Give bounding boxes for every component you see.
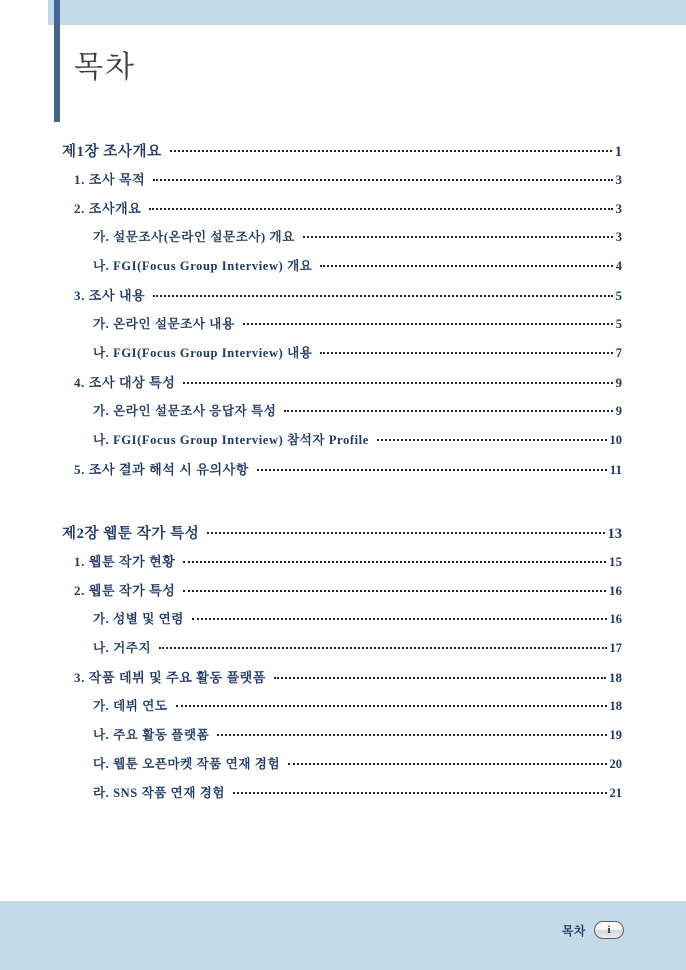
toc-entry-label: 나. FGI(Focus Group Interview) 내용: [93, 346, 313, 360]
toc-entry-page-number: 19: [609, 728, 622, 742]
toc-entry-label: 가. 온라인 설문조사 응답자 특성: [93, 404, 277, 418]
toc-entry-chapter[interactable]: [0, 140, 686, 169]
toc-group: [0, 522, 686, 812]
toc-entry-page-number: 7: [615, 346, 622, 360]
page-number-badge: i: [594, 921, 624, 939]
toc-entry-section[interactable]: [0, 551, 686, 580]
toc-entry-label: 3. 조사 내용: [74, 288, 146, 303]
toc-entry-label: 2. 조사개요: [74, 201, 142, 216]
toc-entry-page-number: 20: [609, 757, 622, 771]
toc-entry-section[interactable]: [0, 667, 686, 696]
toc-leader-dots: [233, 791, 606, 794]
toc-leader-dots: [217, 733, 606, 736]
toc-leader-dots: [243, 322, 613, 325]
toc-leader-dots: [159, 646, 606, 649]
toc-entry-page-number: 16: [609, 612, 622, 626]
toc-entry-page-number: 3: [615, 201, 622, 216]
toc-entry-label: 제2장 웹툰 작가 특성: [62, 526, 200, 542]
toc-entry-label: 3. 작품 데뷔 및 주요 활동 플랫폼: [74, 670, 266, 685]
toc-entry-label: 나. FGI(Focus Group Interview) 참석자 Profile: [93, 433, 369, 447]
toc-entry-label: 가. 데뷔 연도: [93, 699, 168, 713]
top-decorative-band: [0, 0, 686, 25]
toc-entry-label: 5. 조사 결과 해석 시 유의사항: [74, 462, 249, 477]
toc-entry-label: 1. 웹툰 작가 현황: [74, 554, 176, 569]
toc-entry-sub[interactable]: [0, 609, 686, 638]
toc-entry-page-number: 16: [609, 583, 622, 598]
toc-entry-section[interactable]: [0, 198, 686, 227]
toc-entry-chapter[interactable]: [0, 522, 686, 551]
toc-entry-label: 나. 주요 활동 플랫폼: [93, 728, 210, 742]
toc-entry-sub[interactable]: [0, 401, 686, 430]
toc-entry-section[interactable]: [0, 580, 686, 609]
toc-entry-page-number: 3: [615, 172, 622, 187]
footer-label: 목차: [561, 923, 586, 938]
toc-entry-label: 가. 설문조사(온라인 설문조사) 개요: [93, 230, 295, 244]
toc-leader-dots: [303, 235, 613, 238]
toc-entry-label: 제1장 조사개요: [62, 144, 162, 160]
toc-entry-label: 가. 온라인 설문조사 내용: [93, 317, 235, 331]
toc-leader-dots: [288, 762, 606, 765]
toc-entry-sub[interactable]: [0, 430, 686, 459]
toc-entry-section[interactable]: [0, 169, 686, 198]
toc-entry-sub[interactable]: [0, 696, 686, 725]
toc-entry-label: 4. 조사 대상 특성: [74, 375, 176, 390]
toc-leader-dots: [183, 560, 606, 563]
toc-leader-dots: [170, 149, 612, 152]
toc-entry-label: 다. 웹툰 오픈마켓 작품 연재 경험: [93, 757, 281, 771]
toc-leader-dots: [320, 351, 612, 354]
toc-entry-page-number: 3: [615, 230, 622, 244]
toc-entry-label: 나. 거주지: [93, 641, 152, 655]
toc-entry-sub[interactable]: [0, 725, 686, 754]
toc-entry-page-number: 15: [609, 554, 622, 569]
toc-entry-section[interactable]: [0, 459, 686, 488]
toc-entry-page-number: 10: [609, 433, 622, 447]
toc-entry-page-number: 1: [614, 144, 622, 160]
toc-entry-page-number: 18: [609, 670, 622, 685]
toc-group: [0, 140, 686, 488]
title-accent-rule: [54, 0, 60, 122]
toc-entry-sub[interactable]: [0, 754, 686, 783]
toc-entry-page-number: 13: [607, 526, 622, 542]
toc-leader-dots: [176, 704, 607, 707]
toc-entry-label: 라. SNS 작품 연재 경험: [93, 786, 226, 800]
toc-leader-dots: [207, 531, 604, 534]
top-band-left-notch: [0, 0, 48, 25]
toc-entry-sub[interactable]: [0, 343, 686, 372]
toc-entry-sub[interactable]: [0, 314, 686, 343]
toc-entry-page-number: 9: [615, 375, 622, 390]
toc-entry-page-number: 18: [609, 699, 622, 713]
toc-entry-label: 나. FGI(Focus Group Interview) 개요: [93, 259, 313, 273]
toc-leader-dots: [274, 676, 606, 679]
footer: [562, 921, 624, 939]
toc-leader-dots: [183, 381, 612, 384]
toc-entry-page-number: 21: [609, 786, 622, 800]
toc-entry-page-number: 9: [615, 404, 622, 418]
toc-entry-page-number: 5: [615, 288, 622, 303]
page-title: 목차: [74, 50, 136, 85]
toc-leader-dots: [183, 589, 606, 592]
toc-leader-dots: [153, 178, 612, 181]
toc-leader-dots: [257, 468, 607, 471]
toc-leader-dots: [149, 207, 612, 210]
toc-entry-page-number: 5: [615, 317, 622, 331]
toc-entry-page-number: 4: [615, 259, 622, 273]
toc-leader-dots: [284, 409, 612, 412]
toc-entry-label: 가. 성별 및 연령: [93, 612, 184, 626]
toc-entry-label: 1. 조사 목적: [74, 172, 146, 187]
toc-entry-section[interactable]: [0, 285, 686, 314]
toc-entry-sub[interactable]: [0, 638, 686, 667]
toc-leader-dots: [320, 264, 612, 267]
table-of-contents: [0, 140, 686, 812]
toc-entry-page-number: 17: [609, 641, 622, 655]
toc-entry-page-number: 11: [609, 462, 622, 477]
toc-leader-dots: [192, 617, 607, 620]
toc-entry-label: 2. 웹툰 작가 특성: [74, 583, 176, 598]
toc-entry-sub[interactable]: [0, 256, 686, 285]
toc-entry-sub[interactable]: [0, 783, 686, 812]
toc-entry-section[interactable]: [0, 372, 686, 401]
toc-leader-dots: [377, 438, 607, 441]
toc-leader-dots: [153, 294, 612, 297]
toc-entry-sub[interactable]: [0, 227, 686, 256]
bottom-decorative-band: [0, 901, 686, 970]
